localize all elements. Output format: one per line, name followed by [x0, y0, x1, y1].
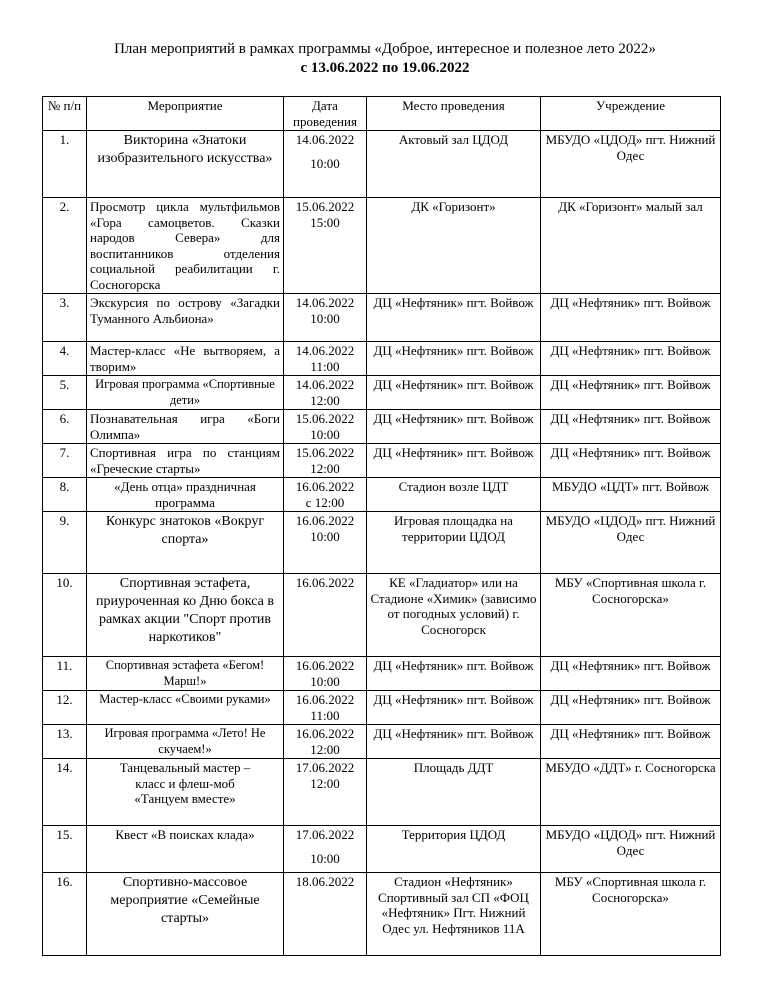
document-title	[40, 40, 730, 78]
row-place: ДЦ «Нефтяник» пгт. Войвож	[367, 376, 541, 410]
row-num: 1.	[43, 131, 87, 198]
table-row	[43, 478, 721, 512]
row-date	[284, 342, 367, 376]
row-place: Площадь ДДТ	[367, 759, 541, 826]
row-num: 2.	[43, 198, 87, 294]
row-date-value: 16.06.2022	[295, 479, 355, 494]
row-num: 9.	[43, 512, 87, 574]
row-date	[284, 131, 367, 198]
row-date-value: 15.06.2022	[295, 199, 355, 214]
table-row	[43, 376, 721, 410]
row-org: МБУ «Спортивная школа г. Сосногорска»	[541, 574, 721, 657]
row-place: ДЦ «Нефтяник» пгт. Войвож	[367, 444, 541, 478]
row-date	[284, 294, 367, 342]
row-place: Территория ЦДОД	[367, 826, 541, 873]
row-org: ДЦ «Нефтяник» пгт. Войвож	[541, 376, 721, 410]
row-place: ДЦ «Нефтяник» пгт. Войвож	[367, 294, 541, 342]
table-row	[43, 198, 721, 294]
row-date-value: 14.06.2022	[295, 295, 355, 310]
row-org: ДЦ «Нефтяник» пгт. Войвож	[541, 342, 721, 376]
row-num: 16.	[43, 873, 87, 956]
row-place: Актовый зал ЦДОД	[367, 131, 541, 198]
table-row	[43, 759, 721, 826]
row-num: 15.	[43, 826, 87, 873]
row-date-value: 14.06.2022	[295, 343, 355, 358]
row-time-value: с 12:00	[305, 494, 345, 510]
row-date	[284, 512, 367, 574]
row-time-value: 12:00	[310, 741, 340, 757]
table-row	[43, 873, 721, 956]
row-org: ДЦ «Нефтяник» пгт. Войвож	[541, 725, 721, 759]
row-date	[284, 478, 367, 512]
row-event: Мастер-класс «Не вытворяем, а творим»	[87, 342, 284, 376]
row-time-value: 12:00	[310, 460, 340, 476]
table-row	[43, 410, 721, 444]
row-event: Квест «В поисках клада»	[87, 826, 284, 873]
row-org: ДК «Горизонт» малый зал	[541, 198, 721, 294]
row-date	[284, 691, 367, 725]
events-table	[42, 96, 721, 956]
title-line-1: План мероприятий в рамках программы «Доброе, интересное и полезное лето 2022»	[114, 41, 656, 57]
row-place: Стадион возле ЦДТ	[367, 478, 541, 512]
row-event: Познавательная игра «Боги Олимпа»	[87, 410, 284, 444]
row-num: 3.	[43, 294, 87, 342]
table-row	[43, 826, 721, 873]
row-date-value: 16.06.2022	[295, 513, 355, 528]
row-date	[284, 444, 367, 478]
row-event: Спортивная эстафета, приуроченная ко Дню бокса в рамках акции "Спорт против наркотиков"	[87, 574, 284, 657]
row-date	[284, 410, 367, 444]
row-time-value: 10:00	[310, 850, 340, 866]
row-org: МБУДО «ЦДОД» пгт. Нижний Одес	[541, 512, 721, 574]
row-time-value: 10:00	[310, 673, 340, 689]
table-row	[43, 294, 721, 342]
row-event: Просмотр цикла мультфильмов «Гора самоцветов. Сказки народов Севера» для воспитанников отделения социальной реабилитации г. Сосногорска	[87, 198, 284, 294]
row-date-value: 16.06.2022	[295, 692, 355, 707]
row-place: ДЦ «Нефтяник» пгт. Войвож	[367, 410, 541, 444]
table-row	[43, 444, 721, 478]
row-place: ДЦ «Нефтяник» пгт. Войвож	[367, 725, 541, 759]
row-num: 12.	[43, 691, 87, 725]
row-org: ДЦ «Нефтяник» пгт. Войвож	[541, 410, 721, 444]
row-date-value: 15.06.2022	[295, 445, 355, 460]
row-place: ДЦ «Нефтяник» пгт. Войвож	[367, 691, 541, 725]
header-num: № п/п	[43, 97, 87, 131]
row-num: 4.	[43, 342, 87, 376]
table-row	[43, 574, 721, 657]
row-time-value: 12:00	[310, 392, 340, 408]
header-org: Учреждение	[541, 97, 721, 131]
row-date-value: 14.06.2022	[295, 377, 355, 392]
row-event: Танцевальный мастер –класс и флеш-моб «Танцуем вместе»	[87, 759, 284, 826]
row-place: Игровая площадка на территории ЦДОД	[367, 512, 541, 574]
row-event: Спортивная игра по станциям «Греческие старты»	[87, 444, 284, 478]
row-place: ДЦ «Нефтяник» пгт. Войвож	[367, 657, 541, 691]
row-time-value: 10:00	[310, 528, 340, 544]
header-place: Место проведения	[367, 97, 541, 131]
row-time-value: 10:00	[310, 155, 340, 171]
row-date	[284, 657, 367, 691]
row-time-value: 10:00	[310, 310, 340, 326]
row-time-value: 12:00	[310, 775, 340, 791]
row-event: Игровая программа «Лето! Не скучаем!»	[87, 725, 284, 759]
row-date-value: 17.06.2022	[295, 760, 355, 775]
row-num: 7.	[43, 444, 87, 478]
row-org: ДЦ «Нефтяник» пгт. Войвож	[541, 657, 721, 691]
row-place: ДЦ «Нефтяник» пгт. Войвож	[367, 342, 541, 376]
row-event: Викторина «Знатоки изобразительного искусства»	[87, 131, 284, 198]
row-time-value: 11:00	[310, 358, 340, 374]
header-event: Мероприятие	[87, 97, 284, 131]
row-org: МБУДО «ЦДОД» пгт. Нижний Одес	[541, 826, 721, 873]
table-header-row	[43, 97, 721, 131]
row-event: Экскурсия по острову «Загадки Туманного Альбиона»	[87, 294, 284, 342]
row-time-value: 15:00	[310, 214, 340, 230]
table-row	[43, 512, 721, 574]
row-date-value: 16.06.2022	[295, 658, 355, 673]
row-org: ДЦ «Нефтяник» пгт. Войвож	[541, 294, 721, 342]
row-event: Спортивно-массовое мероприятие «Семейные старты»	[87, 873, 284, 956]
row-event: Игровая программа «Спортивные дети»	[87, 376, 284, 410]
row-place: КЕ «Гладиатор» или на Стадионе «Химик» (зависимо от погодных условий) г. Сосногорск	[367, 574, 541, 657]
row-date-value: 14.06.2022	[295, 132, 355, 147]
row-num: 5.	[43, 376, 87, 410]
row-org: ДЦ «Нефтяник» пгт. Войвож	[541, 444, 721, 478]
row-date	[284, 725, 367, 759]
row-place: Стадион «Нефтяник» Спортивный зал СП «ФОЦ «Нефтяник» Пгт. Нижний Одес ул. Нефтяников 11А	[367, 873, 541, 956]
table-row	[43, 131, 721, 198]
table-row	[43, 342, 721, 376]
row-date	[284, 376, 367, 410]
row-org: МБУ «Спортивная школа г. Сосногорска»	[541, 873, 721, 956]
row-date	[284, 759, 367, 826]
row-num: 13.	[43, 725, 87, 759]
row-time-value: 10:00	[310, 426, 340, 442]
table-row	[43, 657, 721, 691]
table-row	[43, 691, 721, 725]
row-date-value: 15.06.2022	[295, 411, 355, 426]
row-date	[284, 826, 367, 873]
row-org: ДЦ «Нефтяник» пгт. Войвож	[541, 691, 721, 725]
row-event: «День отца» праздничная программа	[87, 478, 284, 512]
header-date: Дата проведения	[284, 97, 367, 131]
row-date	[284, 574, 367, 657]
row-num: 6.	[43, 410, 87, 444]
row-date-value: 16.06.2022	[295, 575, 355, 590]
row-org: МБУДО «ДДТ» г. Сосногорска	[541, 759, 721, 826]
row-date	[284, 198, 367, 294]
row-time-value: 11:00	[310, 707, 340, 723]
row-org: МБУДО «ЦДОД» пгт. Нижний Одес	[541, 131, 721, 198]
row-date	[284, 873, 367, 956]
row-num: 10.	[43, 574, 87, 657]
row-num: 8.	[43, 478, 87, 512]
table-row	[43, 725, 721, 759]
row-num: 11.	[43, 657, 87, 691]
row-event: Мастер-класс «Своими руками»	[87, 691, 284, 725]
row-num: 14.	[43, 759, 87, 826]
row-event: Конкурс знатоков «Вокруг спорта»	[87, 512, 284, 574]
row-date-value: 18.06.2022	[295, 874, 355, 889]
title-line-2: с 13.06.2022 по 19.06.2022	[300, 60, 470, 76]
row-org: МБУДО «ЦДТ» пгт. Войвож	[541, 478, 721, 512]
row-date-value: 17.06.2022	[295, 827, 355, 842]
row-date-value: 16.06.2022	[295, 726, 355, 741]
row-event: Спортивная эстафета «Бегом! Марш!»	[87, 657, 284, 691]
row-place: ДК «Горизонт»	[367, 198, 541, 294]
